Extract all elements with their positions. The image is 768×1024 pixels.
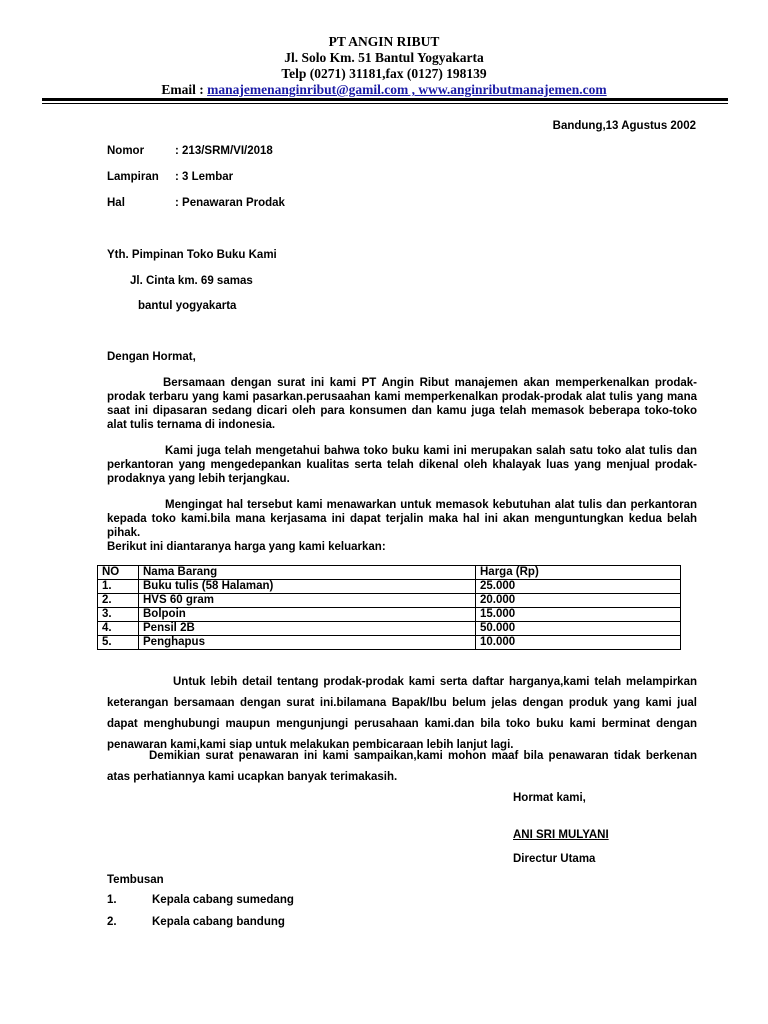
- hal-value: : Penawaran Prodak: [175, 197, 285, 209]
- cell-no: 3.: [98, 608, 139, 622]
- paragraph-1: Bersamaan dengan surat ini kami PT Angin Ribut manajemen akan memperkenalkan prodak-prodak terbaru yang kami pasarkan.perusaahan kami memperkenalkan prodak-prodak alat tulis yang mana saat ini dipasaran sedang dicari oleh para konsumen dan kamu juga telah memasok beberapa toko-toko alat tulis ternama di indonesia.: [107, 377, 697, 431]
- price-table: [97, 565, 681, 650]
- cc-item-text: Kepala cabang bandung: [152, 916, 285, 928]
- paragraph-3: Mengingat hal tersebut kami menawarkan untuk memasok kebutuhan alat tulis dan perkantoran kepada toko kami.bila mana kerjasama ini dapat terjalin maka hal ini akan menguntungkan kedua belah pihak.: [107, 499, 697, 539]
- cc-item-text: Kepala cabang sumedang: [152, 894, 294, 906]
- nomor-value: : 213/SRM/VI/2018: [175, 145, 273, 157]
- cell-item: Bolpoin: [139, 608, 476, 622]
- table-row: [98, 622, 681, 636]
- paragraph-5: Demikian surat penawaran ini kami sampaikan,kami mohon maaf bila penawaran tidak berkenan atas perhatiannya kami ucapkan banyak terimakasih.: [107, 750, 697, 783]
- nomor-label: Nomor: [107, 145, 145, 157]
- header-harga: Harga (Rp): [476, 566, 681, 580]
- paragraph-4: Untuk lebih detail tentang prodak-prodak kami serta daftar harganya,kami telah melampirkan keterangan bersamaan dengan surat ini.bilamana Bapak/Ibu belum jelas dengan produk yang kami jual dapat menghubungi maupun mengunjungi perusahaan kami.dan bila toko buku kami berminat dengan penawaran kami,kami siap untuk melakukan pembicaraan lebih lanjut lagi.: [107, 676, 697, 751]
- table-header-row: [98, 566, 681, 580]
- cell-price: 25.000: [476, 580, 681, 594]
- table-row: [98, 580, 681, 594]
- header-no: NO: [98, 566, 139, 580]
- paragraph-2: Kami juga telah mengetahui bahwa toko buku kami ini merupakan salah satu toko alat tulis dan perkantoran yang mengedepankan kualitas serta telah dikenal oleh khalayak luas yang menjual prodak-prodaknya yang lebih terjangkau.: [107, 445, 697, 485]
- closing-salutation: Hormat kami,: [513, 792, 586, 804]
- cell-price: 20.000: [476, 594, 681, 608]
- cell-no: 1.: [98, 580, 139, 594]
- cc-item-no: 2.: [107, 916, 117, 928]
- cell-price: 50.000: [476, 622, 681, 636]
- company-phone: Telp (0271) 31181,fax (0127) 198139: [281, 66, 487, 81]
- cell-no: 4.: [98, 622, 139, 636]
- recipient-line-3: bantul yogyakarta: [138, 300, 237, 312]
- letterhead-divider-thick: [42, 98, 728, 101]
- hal-label: Hal: [107, 197, 125, 209]
- cell-item: HVS 60 gram: [139, 594, 476, 608]
- signatory-name: ANI SRI MULYANI: [513, 829, 609, 841]
- signatory-title: Directur Utama: [513, 853, 596, 865]
- letterhead-divider-thin: [42, 103, 728, 104]
- company-name: PT ANGIN RIBUT: [328, 34, 440, 49]
- cc-label: Tembusan: [107, 874, 164, 886]
- cell-price: 15.000: [476, 608, 681, 622]
- cell-price: 10.000: [476, 636, 681, 650]
- company-address: Jl. Solo Km. 51 Bantul Yogyakarta: [284, 50, 484, 65]
- cell-no: 5.: [98, 636, 139, 650]
- recipient-line-1: Yth. Pimpinan Toko Buku Kami: [107, 249, 277, 261]
- table-row: [98, 608, 681, 622]
- letter-date: Bandung,13 Agustus 2002: [552, 120, 696, 132]
- email-label: Email :: [161, 82, 204, 97]
- company-email-line: [0, 82, 768, 98]
- letterhead: [0, 34, 768, 98]
- cell-no: 2.: [98, 594, 139, 608]
- cell-item: Pensil 2B: [139, 622, 476, 636]
- lampiran-value: : 3 Lembar: [175, 171, 234, 183]
- cell-item: Buku tulis (58 Halaman): [139, 580, 476, 594]
- table-row: [98, 594, 681, 608]
- lampiran-label: Lampiran: [107, 171, 159, 183]
- email-link[interactable]: manajemenanginribut@gamil.com , www.anginributmanajemen.com: [207, 82, 607, 97]
- table-row: [98, 636, 681, 650]
- price-intro: Berikut ini diantaranya harga yang kami keluarkan:: [107, 541, 386, 553]
- greeting: Dengan Hormat,: [107, 351, 196, 363]
- recipient-line-2: Jl. Cinta km. 69 samas: [130, 275, 253, 287]
- header-nama-barang: Nama Barang: [139, 566, 476, 580]
- cc-item-no: 1.: [107, 894, 117, 906]
- cell-item: Penghapus: [139, 636, 476, 650]
